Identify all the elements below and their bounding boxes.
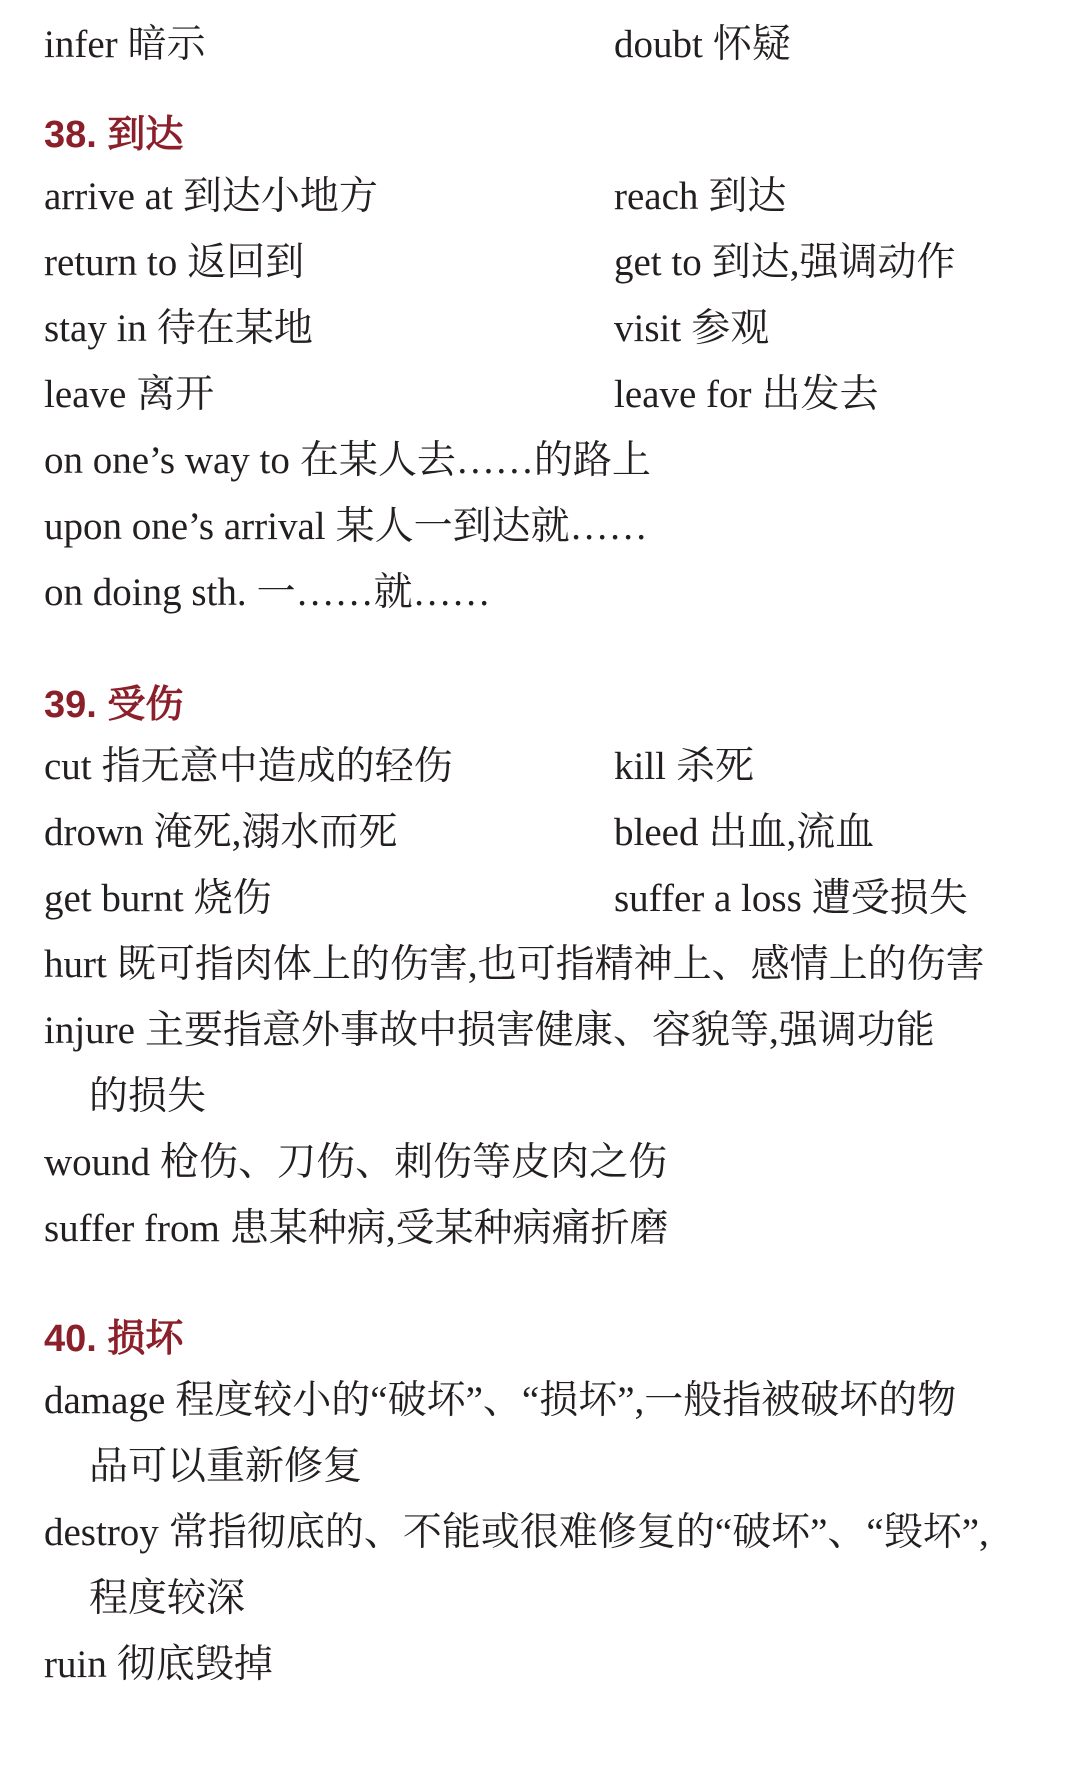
entry-row bbox=[44, 370, 1060, 420]
entry-meaning: 怀疑 bbox=[712, 23, 791, 66]
entry-term: ruin bbox=[44, 1643, 107, 1686]
entry-meaning: 出血,流血 bbox=[708, 811, 875, 854]
entry-term: leave bbox=[44, 373, 127, 416]
entry-meaning: 某人一到达就…… bbox=[335, 505, 648, 548]
entry-row bbox=[44, 940, 1060, 990]
entry-term: bleed bbox=[614, 811, 699, 854]
entry-right bbox=[614, 742, 754, 792]
entry-right bbox=[614, 20, 791, 70]
section-heading-40: 40. 损坏 bbox=[44, 1318, 184, 1360]
entry-meaning: 返回到 bbox=[187, 241, 305, 284]
entry-term: cut bbox=[44, 745, 92, 788]
entry-term: get burnt bbox=[44, 877, 184, 920]
entry-term: return to bbox=[44, 241, 178, 284]
entry-continuation: 程度较深 bbox=[89, 1577, 246, 1620]
entry-meaning: 既可指肉体上的伤害,也可指精神上、感情上的伤害 bbox=[116, 943, 985, 986]
entry-meaning: 遭受损失 bbox=[811, 877, 968, 920]
entry-meaning: 待在某地 bbox=[156, 307, 313, 350]
entry-meaning: 枪伤、刀伤、刺伤等皮肉之伤 bbox=[160, 1141, 668, 1184]
entry-term: get to bbox=[614, 241, 702, 284]
entry-term: suffer from bbox=[44, 1207, 220, 1250]
section-heading-38: 38. 到达 bbox=[44, 114, 184, 156]
entry-meaning: 离开 bbox=[136, 373, 215, 416]
entry-term: reach bbox=[614, 175, 699, 218]
section-heading-39: 39. 受伤 bbox=[44, 684, 184, 726]
entry-row bbox=[44, 1138, 1060, 1188]
entry-meaning: 出发去 bbox=[761, 373, 879, 416]
entry-meaning: 烧伤 bbox=[193, 877, 272, 920]
entry-term: upon one’s arrival bbox=[44, 505, 326, 548]
entry-term: visit bbox=[614, 307, 682, 350]
entry-term: injure bbox=[44, 1009, 135, 1052]
entry-term: suffer a loss bbox=[614, 877, 802, 920]
entry-meaning: 淹死,溺水而死 bbox=[153, 811, 398, 854]
entry-term: leave for bbox=[614, 373, 752, 416]
entry-meaning: 到达,强调动作 bbox=[711, 241, 956, 284]
entry-meaning: 在某人去……的路上 bbox=[299, 439, 651, 482]
entry-continuation: 的损失 bbox=[89, 1075, 207, 1118]
entry-row bbox=[44, 436, 1060, 486]
entry-term: stay in bbox=[44, 307, 147, 350]
entry-term: damage bbox=[44, 1379, 166, 1422]
entry-term: infer bbox=[44, 23, 118, 66]
entry-meaning: 主要指意外事故中损害健康、容貌等,强调功能 bbox=[144, 1009, 935, 1052]
entry-meaning: 彻底毁掉 bbox=[116, 1643, 273, 1686]
entry-term: drown bbox=[44, 811, 144, 854]
entry-right bbox=[614, 370, 879, 420]
entry-row bbox=[44, 1640, 1060, 1690]
entry-right bbox=[614, 172, 786, 222]
entry-meaning: 指无意中造成的轻伤 bbox=[101, 745, 453, 788]
entry-term: on one’s way to bbox=[44, 439, 290, 482]
entry-meaning: 患某种病,受某种病痛折磨 bbox=[229, 1207, 669, 1250]
entry-right bbox=[614, 238, 956, 288]
entry-row bbox=[44, 1204, 1060, 1254]
entry-row bbox=[44, 568, 1060, 618]
entry-term: destroy bbox=[44, 1511, 159, 1554]
entry-meaning: 到达小地方 bbox=[182, 175, 378, 218]
entry-right bbox=[614, 808, 874, 858]
entry-row bbox=[44, 808, 1060, 858]
entry-row bbox=[44, 1508, 1060, 1558]
entry-row bbox=[44, 172, 1060, 222]
entry-term: wound bbox=[44, 1141, 151, 1184]
entry-meaning: 常指彻底的、不能或很难修复的“破坏”、“毁坏”, bbox=[168, 1511, 989, 1554]
entry-term: doubt bbox=[614, 23, 703, 66]
entry-term: kill bbox=[614, 745, 667, 788]
entry-continuation: 品可以重新修复 bbox=[89, 1445, 363, 1488]
entry-term: arrive at bbox=[44, 175, 173, 218]
entry-term: hurt bbox=[44, 943, 107, 986]
entry-meaning: 参观 bbox=[691, 307, 770, 350]
entry-row bbox=[44, 742, 1060, 792]
entry-row bbox=[44, 304, 1060, 354]
entry-meaning: 程度较小的“破坏”、“损坏”,一般指被破坏的物 bbox=[175, 1379, 957, 1422]
entry-row bbox=[44, 1006, 1060, 1056]
entry-row bbox=[44, 502, 1060, 552]
entry-meaning: 杀死 bbox=[676, 745, 755, 788]
entry-term: on doing sth. bbox=[44, 571, 247, 614]
entry-right bbox=[614, 304, 769, 354]
entry-right bbox=[614, 874, 968, 924]
entry-meaning: 一……就…… bbox=[256, 571, 491, 614]
entry-meaning: 到达 bbox=[708, 175, 787, 218]
entry-row bbox=[44, 238, 1060, 288]
entry-row bbox=[44, 874, 1060, 924]
entry-row bbox=[44, 20, 1060, 70]
entry-meaning: 暗示 bbox=[127, 23, 206, 66]
entry-row bbox=[44, 1376, 1060, 1426]
